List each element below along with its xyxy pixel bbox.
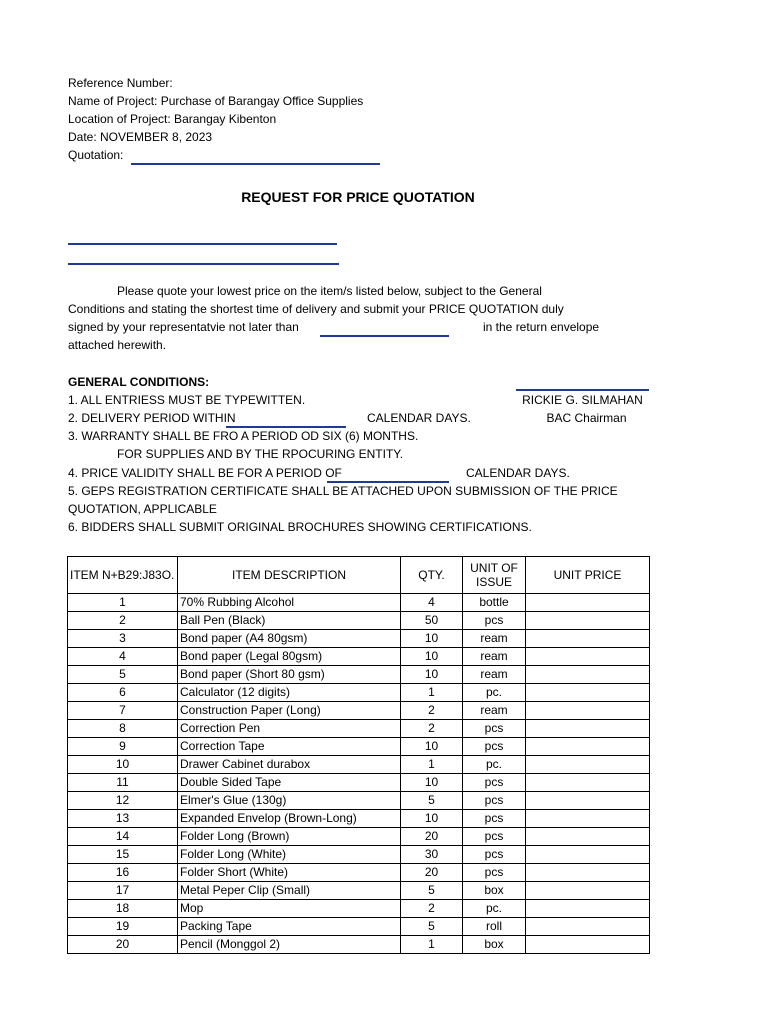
header-unit-of-issue: UNIT OF ISSUE xyxy=(463,557,526,594)
item-description-cell: Construction Paper (Long) xyxy=(178,702,401,720)
project-name: Name of Project: Purchase of Barangay Office Supplies xyxy=(68,94,364,108)
condition-4-end: CALENDAR DAYS. xyxy=(466,466,570,480)
qty-cell: 20 xyxy=(401,864,463,882)
unit-of-issue-cell: box xyxy=(463,882,526,900)
item-description-cell: Elmer's Glue (130g) xyxy=(178,792,401,810)
document-date: Date: NOVEMBER 8, 2023 xyxy=(68,130,213,144)
unit-price-cell[interactable] xyxy=(526,720,650,738)
item-description-cell: Correction Pen xyxy=(178,720,401,738)
item-description-cell: Pencil (Monggol 2) xyxy=(178,936,401,954)
item-number-cell: 5 xyxy=(68,666,178,684)
unit-of-issue-cell: ream xyxy=(463,630,526,648)
item-description-cell: Folder Long (Brown) xyxy=(178,828,401,846)
unit-price-cell[interactable] xyxy=(526,648,650,666)
item-description-cell: Packing Tape xyxy=(178,918,401,936)
unit-of-issue-cell: roll xyxy=(463,918,526,936)
table-row xyxy=(68,792,650,810)
unit-of-issue-cell: pcs xyxy=(463,738,526,756)
table-row xyxy=(68,864,650,882)
unit-price-cell[interactable] xyxy=(526,882,650,900)
unit-of-issue-cell: ream xyxy=(463,702,526,720)
header-item-description: ITEM DESCRIPTION xyxy=(178,557,401,594)
unit-price-cell[interactable] xyxy=(526,810,650,828)
table-row xyxy=(68,882,650,900)
item-description-cell: Mop xyxy=(178,900,401,918)
table-row xyxy=(68,774,650,792)
condition-5: 5. GEPS REGISTRATION CERTIFICATE SHALL BE ATTACHED UPON SUBMISSION OF THE PRICE xyxy=(68,484,618,498)
unit-price-cell[interactable] xyxy=(526,936,650,954)
table-row xyxy=(68,918,650,936)
item-number-cell: 17 xyxy=(68,882,178,900)
unit-price-cell[interactable] xyxy=(526,756,650,774)
table-row xyxy=(68,720,650,738)
unit-price-cell[interactable] xyxy=(526,684,650,702)
unit-of-issue-cell: pcs xyxy=(463,612,526,630)
intro-line-3a: signed by your representatvie not later than xyxy=(68,320,299,334)
item-description-cell: Metal Peper Clip (Small) xyxy=(178,882,401,900)
header-unit-price: UNIT PRICE xyxy=(526,557,650,594)
item-description-cell: Double Sided Tape xyxy=(178,774,401,792)
item-description-cell: Bond paper (Short 80 gsm) xyxy=(178,666,401,684)
item-number-cell: 16 xyxy=(68,864,178,882)
unit-price-cell[interactable] xyxy=(526,828,650,846)
condition-5-continued: QUOTATION, APPLICABLE xyxy=(68,502,217,516)
qty-cell: 10 xyxy=(401,738,463,756)
unit-price-cell[interactable] xyxy=(526,900,650,918)
item-description-cell: Bond paper (A4 80gsm) xyxy=(178,630,401,648)
unit-price-cell[interactable] xyxy=(526,792,650,810)
signatory-position: BAC Chairman xyxy=(546,411,627,425)
qty-cell: 2 xyxy=(401,720,463,738)
unit-of-issue-cell: pcs xyxy=(463,720,526,738)
signatory-name: RICKIE G. SILMAHAN xyxy=(522,393,643,407)
qty-cell: 10 xyxy=(401,648,463,666)
intro-line-4: attached herewith. xyxy=(68,338,167,352)
unit-of-issue-cell: pc. xyxy=(463,756,526,774)
table-row xyxy=(68,900,650,918)
item-number-cell: 12 xyxy=(68,792,178,810)
item-number-cell: 4 xyxy=(68,648,178,666)
qty-cell: 20 xyxy=(401,828,463,846)
table-header-row xyxy=(68,557,650,594)
header-qty: QTY. xyxy=(401,557,463,594)
unit-price-cell[interactable] xyxy=(526,666,650,684)
table-row xyxy=(68,684,650,702)
item-number-cell: 10 xyxy=(68,756,178,774)
unit-of-issue-cell: ream xyxy=(463,648,526,666)
table-row xyxy=(68,846,650,864)
quotation-label: Quotation: xyxy=(68,148,124,162)
table-row xyxy=(68,828,650,846)
unit-price-cell[interactable] xyxy=(526,864,650,882)
qty-cell: 30 xyxy=(401,846,463,864)
table-row xyxy=(68,648,650,666)
project-location: Location of Project: Barangay Kibenton xyxy=(68,112,277,126)
unit-price-cell[interactable] xyxy=(526,702,650,720)
item-description-cell: Correction Tape xyxy=(178,738,401,756)
table-row xyxy=(68,612,650,630)
item-number-cell: 14 xyxy=(68,828,178,846)
unit-of-issue-cell: pcs xyxy=(463,774,526,792)
unit-of-issue-cell: box xyxy=(463,936,526,954)
condition-2-start: 2. DELIVERY PERIOD WITHIN xyxy=(68,411,236,425)
qty-cell: 5 xyxy=(401,882,463,900)
qty-cell: 1 xyxy=(401,936,463,954)
unit-of-issue-cell: ream xyxy=(463,666,526,684)
qty-cell: 10 xyxy=(401,774,463,792)
item-number-cell: 2 xyxy=(68,612,178,630)
condition-2-end: CALENDAR DAYS. xyxy=(367,411,471,425)
item-description-cell: Drawer Cabinet durabox xyxy=(178,756,401,774)
item-description-cell: Expanded Envelop (Brown-Long) xyxy=(178,810,401,828)
condition-3-continued: FOR SUPPLIES AND BY THE RPOCURING ENTITY. xyxy=(117,447,404,461)
table-row xyxy=(68,594,650,612)
quotation-blank-line xyxy=(131,163,380,165)
item-number-cell: 1 xyxy=(68,594,178,612)
table-row xyxy=(68,702,650,720)
qty-cell: 2 xyxy=(401,900,463,918)
table-row xyxy=(68,936,650,954)
condition-1: 1. ALL ENTRIESS MUST BE TYPEWITTEN. xyxy=(68,393,306,407)
item-number-cell: 8 xyxy=(68,720,178,738)
intro-line-2: Conditions and stating the shortest time of delivery and submit your PRICE QUOTATION duly xyxy=(68,302,564,316)
qty-cell: 50 xyxy=(401,612,463,630)
unit-price-cell[interactable] xyxy=(526,738,650,756)
item-number-cell: 9 xyxy=(68,738,178,756)
item-description-cell: 70% Rubbing Alcohol xyxy=(178,594,401,612)
deadline-blank-line xyxy=(320,335,449,337)
unit-price-cell[interactable] xyxy=(526,612,650,630)
qty-cell: 10 xyxy=(401,630,463,648)
item-description-cell: Folder Long (White) xyxy=(178,846,401,864)
item-number-cell: 6 xyxy=(68,684,178,702)
item-description-cell: Bond paper (Legal 80gsm) xyxy=(178,648,401,666)
unit-of-issue-cell: pcs xyxy=(463,846,526,864)
unit-price-cell[interactable] xyxy=(526,918,650,936)
page-title: REQUEST FOR PRICE QUOTATION xyxy=(241,189,475,205)
unit-of-issue-cell: pcs xyxy=(463,864,526,882)
item-number-cell: 18 xyxy=(68,900,178,918)
table-row xyxy=(68,738,650,756)
item-description-cell: Ball Pen (Black) xyxy=(178,612,401,630)
table-row xyxy=(68,630,650,648)
qty-cell: 2 xyxy=(401,702,463,720)
intro-line-3b: in the return envelope xyxy=(483,320,600,334)
intro-line-1: Please quote your lowest price on the item/s listed below, subject to the General xyxy=(117,284,542,298)
qty-cell: 10 xyxy=(401,666,463,684)
unit-of-issue-cell: pc. xyxy=(463,900,526,918)
qty-cell: 5 xyxy=(401,918,463,936)
addressee-blank-line-2 xyxy=(68,263,339,265)
item-number-cell: 7 xyxy=(68,702,178,720)
item-number-cell: 20 xyxy=(68,936,178,954)
condition-3: 3. WARRANTY SHALL BE FRO A PERIOD OD SIX (6) MONTHS. xyxy=(68,429,419,443)
qty-cell: 5 xyxy=(401,792,463,810)
table-row xyxy=(68,666,650,684)
condition-6: 6. BIDDERS SHALL SUBMIT ORIGINAL BROCHURES SHOWING CERTIFICATIONS. xyxy=(68,520,532,534)
unit-of-issue-cell: pcs xyxy=(463,810,526,828)
header-item-no: ITEM N+B29:J83O. xyxy=(68,557,178,594)
item-number-cell: 11 xyxy=(68,774,178,792)
unit-of-issue-cell: pc. xyxy=(463,684,526,702)
unit-of-issue-cell: pcs xyxy=(463,828,526,846)
unit-of-issue-cell: bottle xyxy=(463,594,526,612)
condition-4-start: 4. PRICE VALIDITY SHALL BE FOR A PERIOD OF xyxy=(68,466,342,480)
unit-price-cell[interactable] xyxy=(526,594,650,612)
qty-cell: 1 xyxy=(401,756,463,774)
item-number-cell: 13 xyxy=(68,810,178,828)
qty-cell: 4 xyxy=(401,594,463,612)
item-number-cell: 19 xyxy=(68,918,178,936)
item-description-cell: Folder Short (White) xyxy=(178,864,401,882)
addressee-blank-line-1 xyxy=(68,243,337,245)
item-description-cell: Calculator (12 digits) xyxy=(178,684,401,702)
general-conditions-heading: GENERAL CONDITIONS: xyxy=(68,375,210,389)
item-number-cell: 3 xyxy=(68,630,178,648)
item-number-cell: 15 xyxy=(68,846,178,864)
qty-cell: 1 xyxy=(401,684,463,702)
unit-price-cell[interactable] xyxy=(526,774,650,792)
table-row xyxy=(68,756,650,774)
unit-price-cell[interactable] xyxy=(526,630,650,648)
items-table xyxy=(67,556,650,954)
reference-number-label: Reference Number: xyxy=(68,76,173,90)
qty-cell: 10 xyxy=(401,810,463,828)
unit-of-issue-cell: pcs xyxy=(463,792,526,810)
unit-price-cell[interactable] xyxy=(526,846,650,864)
table-row xyxy=(68,810,650,828)
